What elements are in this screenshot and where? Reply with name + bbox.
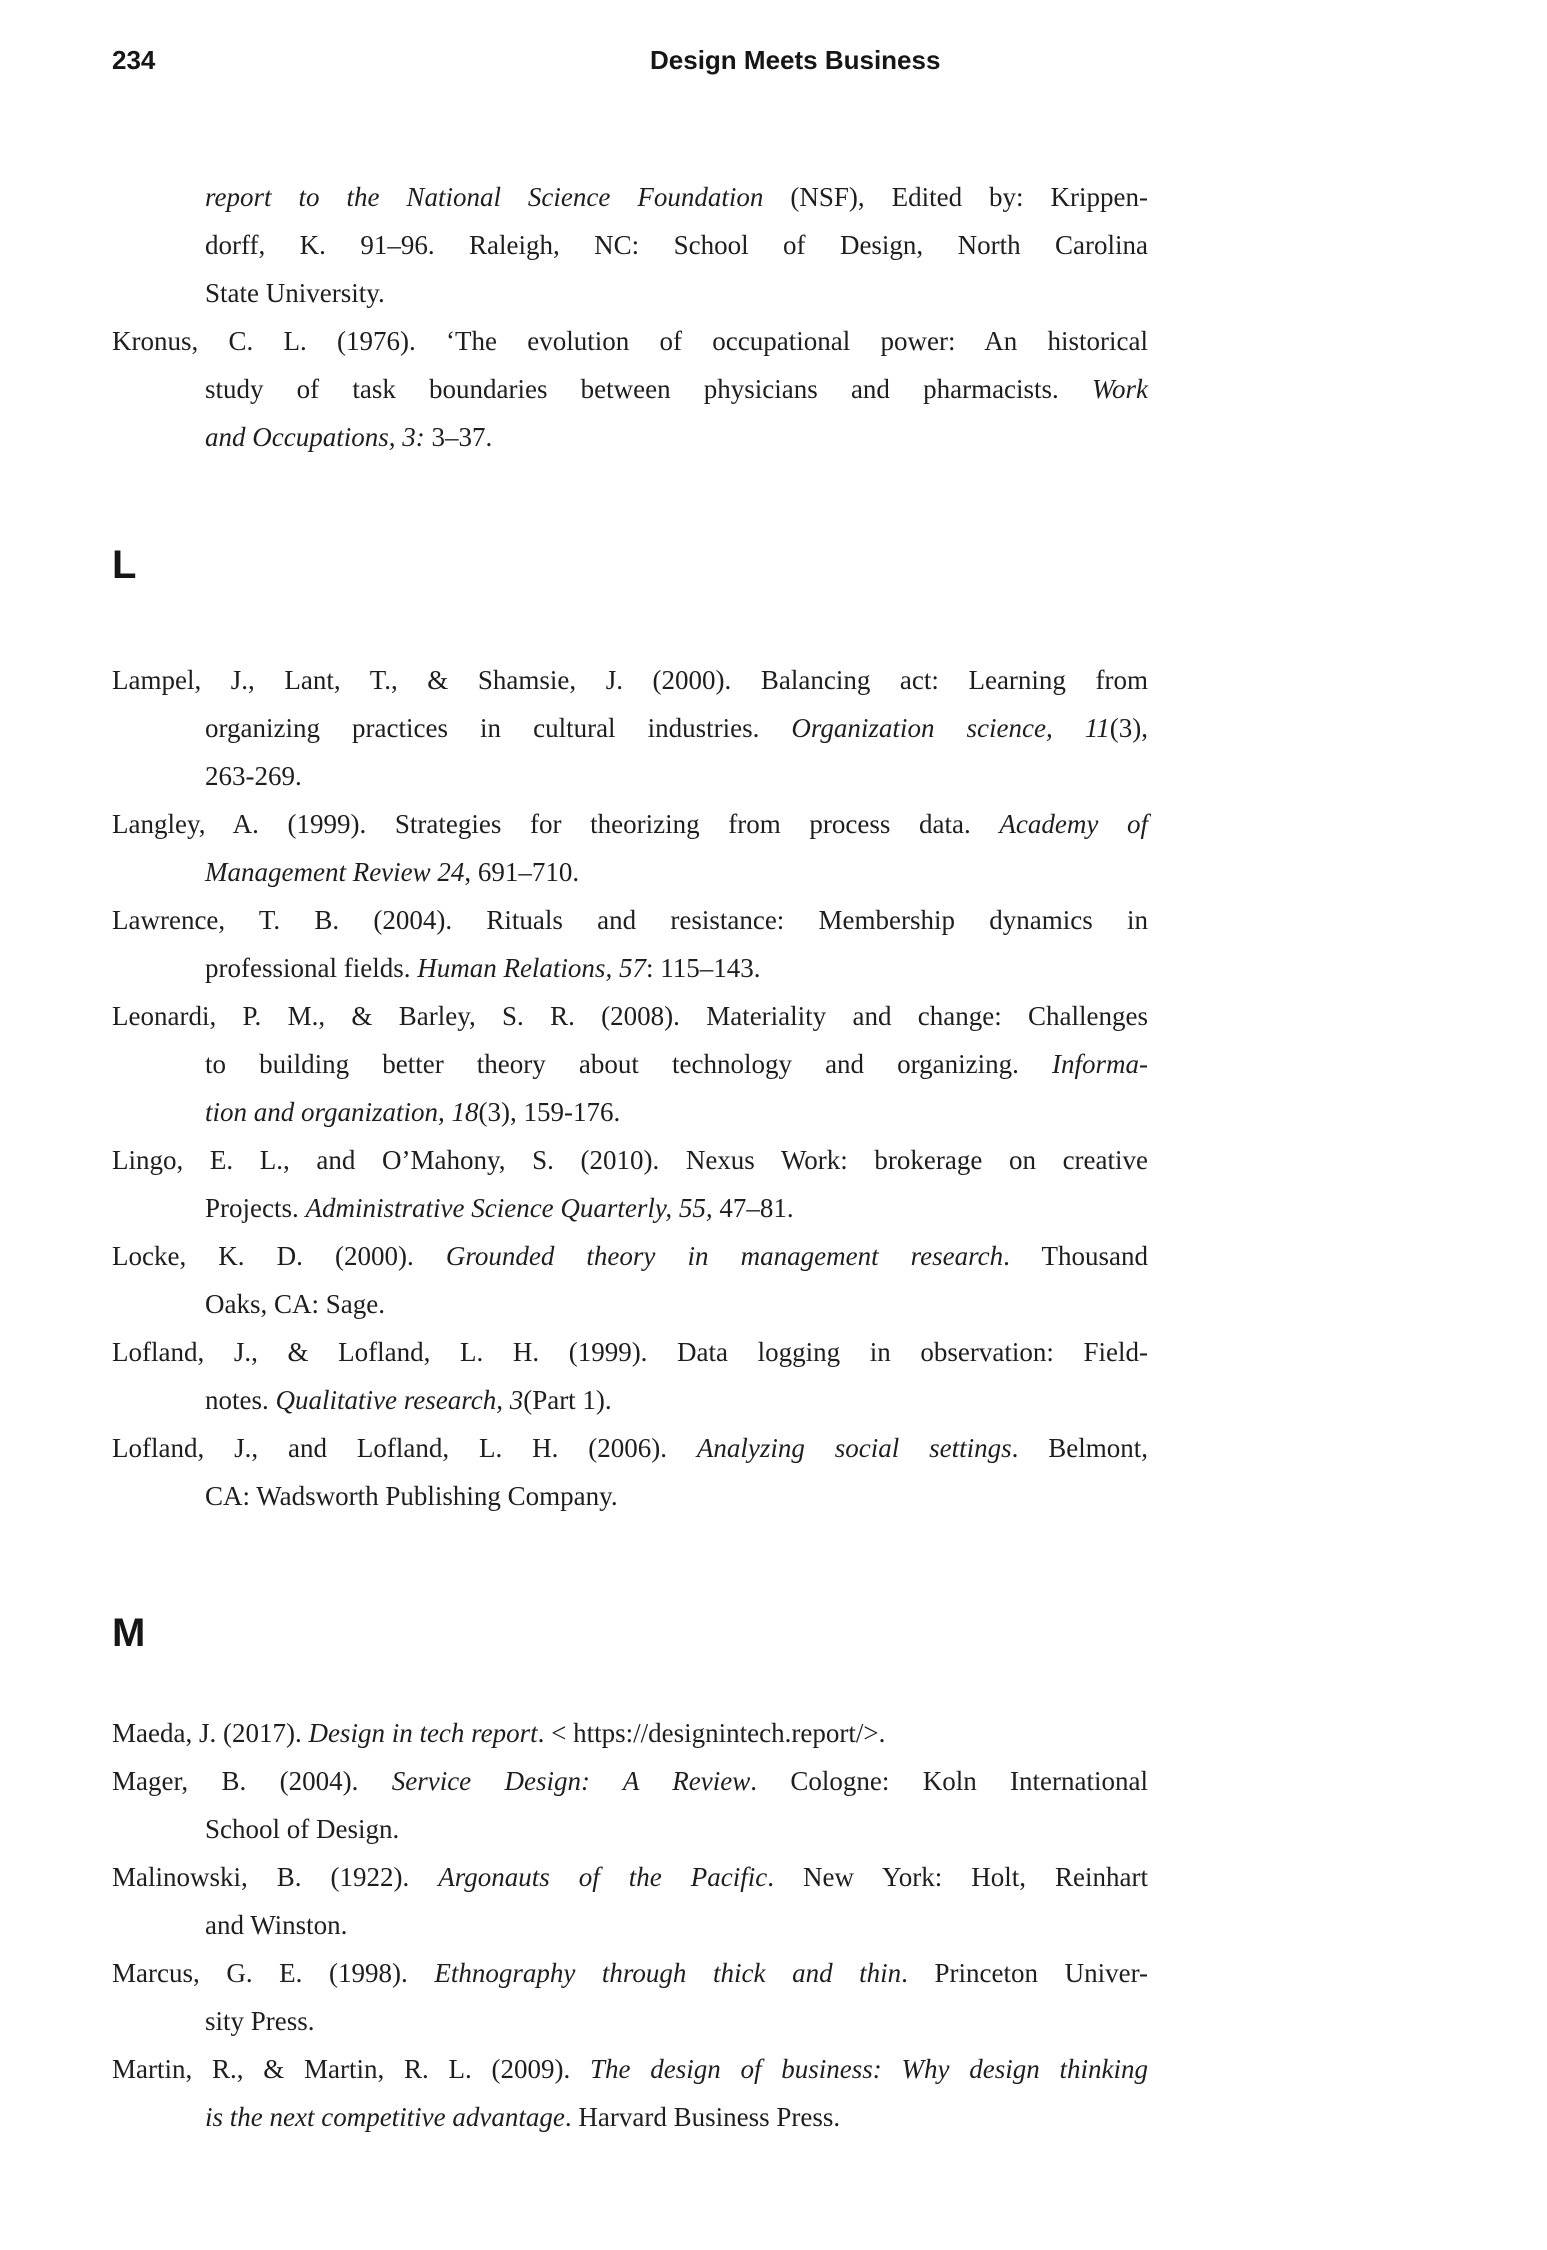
reference-line bbox=[205, 413, 1148, 461]
reference-line bbox=[112, 2045, 1148, 2093]
reference-entry bbox=[112, 1949, 1148, 2045]
reference-line bbox=[112, 1709, 1148, 1757]
reference-line bbox=[112, 992, 1148, 1040]
reference-line bbox=[112, 1949, 1148, 1997]
reference-text: : 115–143. bbox=[645, 953, 761, 983]
reference-text: (3), bbox=[1109, 713, 1148, 743]
reference-entry bbox=[112, 1853, 1148, 1949]
reference-text-italic: Organization science, 11 bbox=[791, 713, 1110, 743]
reference-text: Malinowski, B. (1922). bbox=[112, 1862, 439, 1892]
reference-text-italic: Management Review 24 bbox=[205, 857, 465, 887]
reference-line bbox=[205, 1280, 1148, 1328]
reference-line bbox=[112, 656, 1148, 704]
reference-line bbox=[205, 1997, 1148, 2045]
reference-text-italic: tion and organization, 18 bbox=[205, 1097, 479, 1127]
reference-text: Lofland, J., & Lofland, L. H. (1999). Data logging in observation: Field- bbox=[112, 1337, 1148, 1367]
reference-text-italic: and Occupations, 3: bbox=[205, 422, 432, 452]
reference-text: (Part 1). bbox=[523, 1385, 612, 1415]
reference-text: Locke, K. D. (2000). bbox=[112, 1241, 446, 1271]
reference-text: . Thousand bbox=[1003, 1241, 1149, 1271]
reference-text: organizing practices in cultural industries. bbox=[205, 713, 792, 743]
reference-text-italic: Administrative Science Quarterly, 55, bbox=[305, 1193, 720, 1223]
reference-line bbox=[112, 1232, 1148, 1280]
reference-text-italic: Work bbox=[1091, 374, 1148, 404]
reference-text-italic: is the next competitive advantage bbox=[205, 2102, 565, 2132]
reference-text: and Winston. bbox=[205, 1910, 348, 1940]
reference-text-italic: The design of business: Why design thinking bbox=[590, 2054, 1149, 2084]
reference-entry bbox=[112, 1424, 1148, 1520]
reference-entry bbox=[112, 1328, 1148, 1424]
reference-text-italic: Service Design: A Review bbox=[391, 1766, 751, 1796]
reference-line bbox=[112, 1757, 1148, 1805]
reference-text-italic: Qualitative research, 3 bbox=[275, 1385, 524, 1415]
reference-entry bbox=[112, 896, 1148, 992]
reference-line bbox=[205, 1040, 1148, 1088]
reference-text: Projects. bbox=[205, 1193, 306, 1223]
reference-line bbox=[112, 1136, 1148, 1184]
reference-text: , 691–710. bbox=[464, 857, 580, 887]
reference-text: Langley, A. (1999). Strategies for theorizing from process data. bbox=[112, 809, 1000, 839]
reference-line bbox=[205, 1901, 1148, 1949]
reference-text: Lampel, J., Lant, T., & Shamsie, J. (2000). Balancing act: Learning from bbox=[112, 665, 1148, 695]
reference-line bbox=[205, 1472, 1148, 1520]
reference-text: (3), 159-176. bbox=[478, 1097, 621, 1127]
reference-text: sity Press. bbox=[205, 2006, 315, 2036]
reference-text-italic: Human Relations, 57 bbox=[417, 953, 646, 983]
reference-entry bbox=[112, 2045, 1148, 2141]
reference-entry bbox=[112, 1232, 1148, 1328]
reference-text: . New York: Holt, Reinhart bbox=[767, 1862, 1148, 1892]
reference-text-italic: Grounded theory in management research bbox=[445, 1241, 1004, 1271]
reference-text: . Belmont, bbox=[1011, 1433, 1149, 1463]
reference-text: Martin, R., & Martin, R. L. (2009). bbox=[112, 2054, 591, 2084]
reference-text-italic: Analyzing social settings bbox=[696, 1433, 1012, 1463]
reference-entry bbox=[112, 1136, 1148, 1232]
reference-entry bbox=[112, 173, 1148, 317]
reference-text: State University. bbox=[205, 278, 385, 308]
reference-line bbox=[112, 317, 1148, 365]
reference-line bbox=[112, 1328, 1148, 1376]
section-heading-M: M bbox=[112, 1611, 146, 1655]
reference-text: 263-269. bbox=[205, 761, 302, 791]
references-section-top bbox=[112, 173, 1148, 461]
running-header bbox=[0, 42, 1547, 78]
reference-text: Lofland, J., and Lofland, L. H. (2006). bbox=[112, 1433, 697, 1463]
reference-text: 47–81. bbox=[719, 1193, 794, 1223]
reference-line bbox=[205, 752, 1148, 800]
reference-text: dorff, K. 91–96. Raleigh, NC: School of Design, North Carolina bbox=[205, 230, 1148, 260]
reference-text-italic: Academy of bbox=[999, 809, 1149, 839]
reference-text: Maeda, J. (2017). bbox=[112, 1718, 309, 1748]
reference-line bbox=[205, 1805, 1148, 1853]
reference-text: . Cologne: Koln International bbox=[750, 1766, 1148, 1796]
reference-text: CA: Wadsworth Publishing Company. bbox=[205, 1481, 618, 1511]
reference-line bbox=[205, 173, 1148, 221]
running-title: Design Meets Business bbox=[650, 45, 941, 75]
reference-text-italic: Informa- bbox=[1052, 1049, 1148, 1079]
reference-text-italic: Ethnography through thick and thin bbox=[434, 1958, 902, 1988]
reference-text: Oaks, CA: Sage. bbox=[205, 1289, 385, 1319]
reference-text: 3–37. bbox=[431, 422, 493, 452]
reference-line bbox=[112, 1424, 1148, 1472]
reference-entry bbox=[112, 317, 1148, 461]
reference-text: Marcus, G. E. (1998). bbox=[112, 1958, 435, 1988]
reference-text: to building better theory about technology and organizing. bbox=[205, 1049, 1052, 1079]
reference-line bbox=[112, 896, 1148, 944]
reference-entry bbox=[112, 1757, 1148, 1853]
reference-text: Lingo, E. L., and O’Mahony, S. (2010). Nexus Work: brokerage on creative bbox=[112, 1145, 1148, 1175]
reference-entry bbox=[112, 656, 1148, 800]
reference-text-italic: Argonauts of the Pacific bbox=[438, 1862, 768, 1892]
reference-text: . < https://designintech.report/>. bbox=[537, 1718, 886, 1748]
references-section-M bbox=[112, 1709, 1148, 2141]
reference-text: notes. bbox=[205, 1385, 276, 1415]
reference-text: School of Design. bbox=[205, 1814, 400, 1844]
reference-line bbox=[205, 1376, 1148, 1424]
reference-line bbox=[205, 704, 1148, 752]
reference-text: Lawrence, T. B. (2004). Rituals and resistance: Membership dynamics in bbox=[112, 905, 1148, 935]
reference-entry bbox=[112, 800, 1148, 896]
page-number: 234 bbox=[112, 45, 156, 75]
reference-text-italic: report to the National Science Foundation bbox=[205, 182, 764, 212]
reference-line bbox=[205, 2093, 1148, 2141]
reference-text: Leonardi, P. M., & Barley, S. R. (2008). Materiality and change: Challenges bbox=[112, 1001, 1148, 1031]
reference-line bbox=[205, 1184, 1148, 1232]
reference-line bbox=[112, 1853, 1148, 1901]
reference-text: . Princeton Univer- bbox=[901, 1958, 1149, 1988]
reference-text: professional fields. bbox=[205, 953, 418, 983]
reference-line bbox=[205, 269, 1148, 317]
references-section-L bbox=[112, 656, 1148, 1520]
reference-text-italic: Design in tech report bbox=[308, 1718, 538, 1748]
reference-line bbox=[205, 365, 1148, 413]
reference-text: (NSF), Edited by: Krippen- bbox=[763, 182, 1149, 212]
reference-line bbox=[205, 1088, 1148, 1136]
reference-line bbox=[205, 848, 1148, 896]
reference-text: . Harvard Business Press. bbox=[564, 2102, 841, 2132]
section-heading-L: L bbox=[112, 543, 137, 587]
reference-line bbox=[205, 221, 1148, 269]
reference-entry bbox=[112, 1709, 1148, 1757]
reference-text: study of task boundaries between physicians and pharmacists. bbox=[205, 374, 1092, 404]
reference-text: Mager, B. (2004). bbox=[112, 1766, 392, 1796]
reference-entry bbox=[112, 992, 1148, 1136]
reference-line bbox=[112, 800, 1148, 848]
reference-text: Kronus, C. L. (1976). ‘The evolution of occupational power: An historical bbox=[112, 326, 1148, 356]
reference-line bbox=[205, 944, 1148, 992]
